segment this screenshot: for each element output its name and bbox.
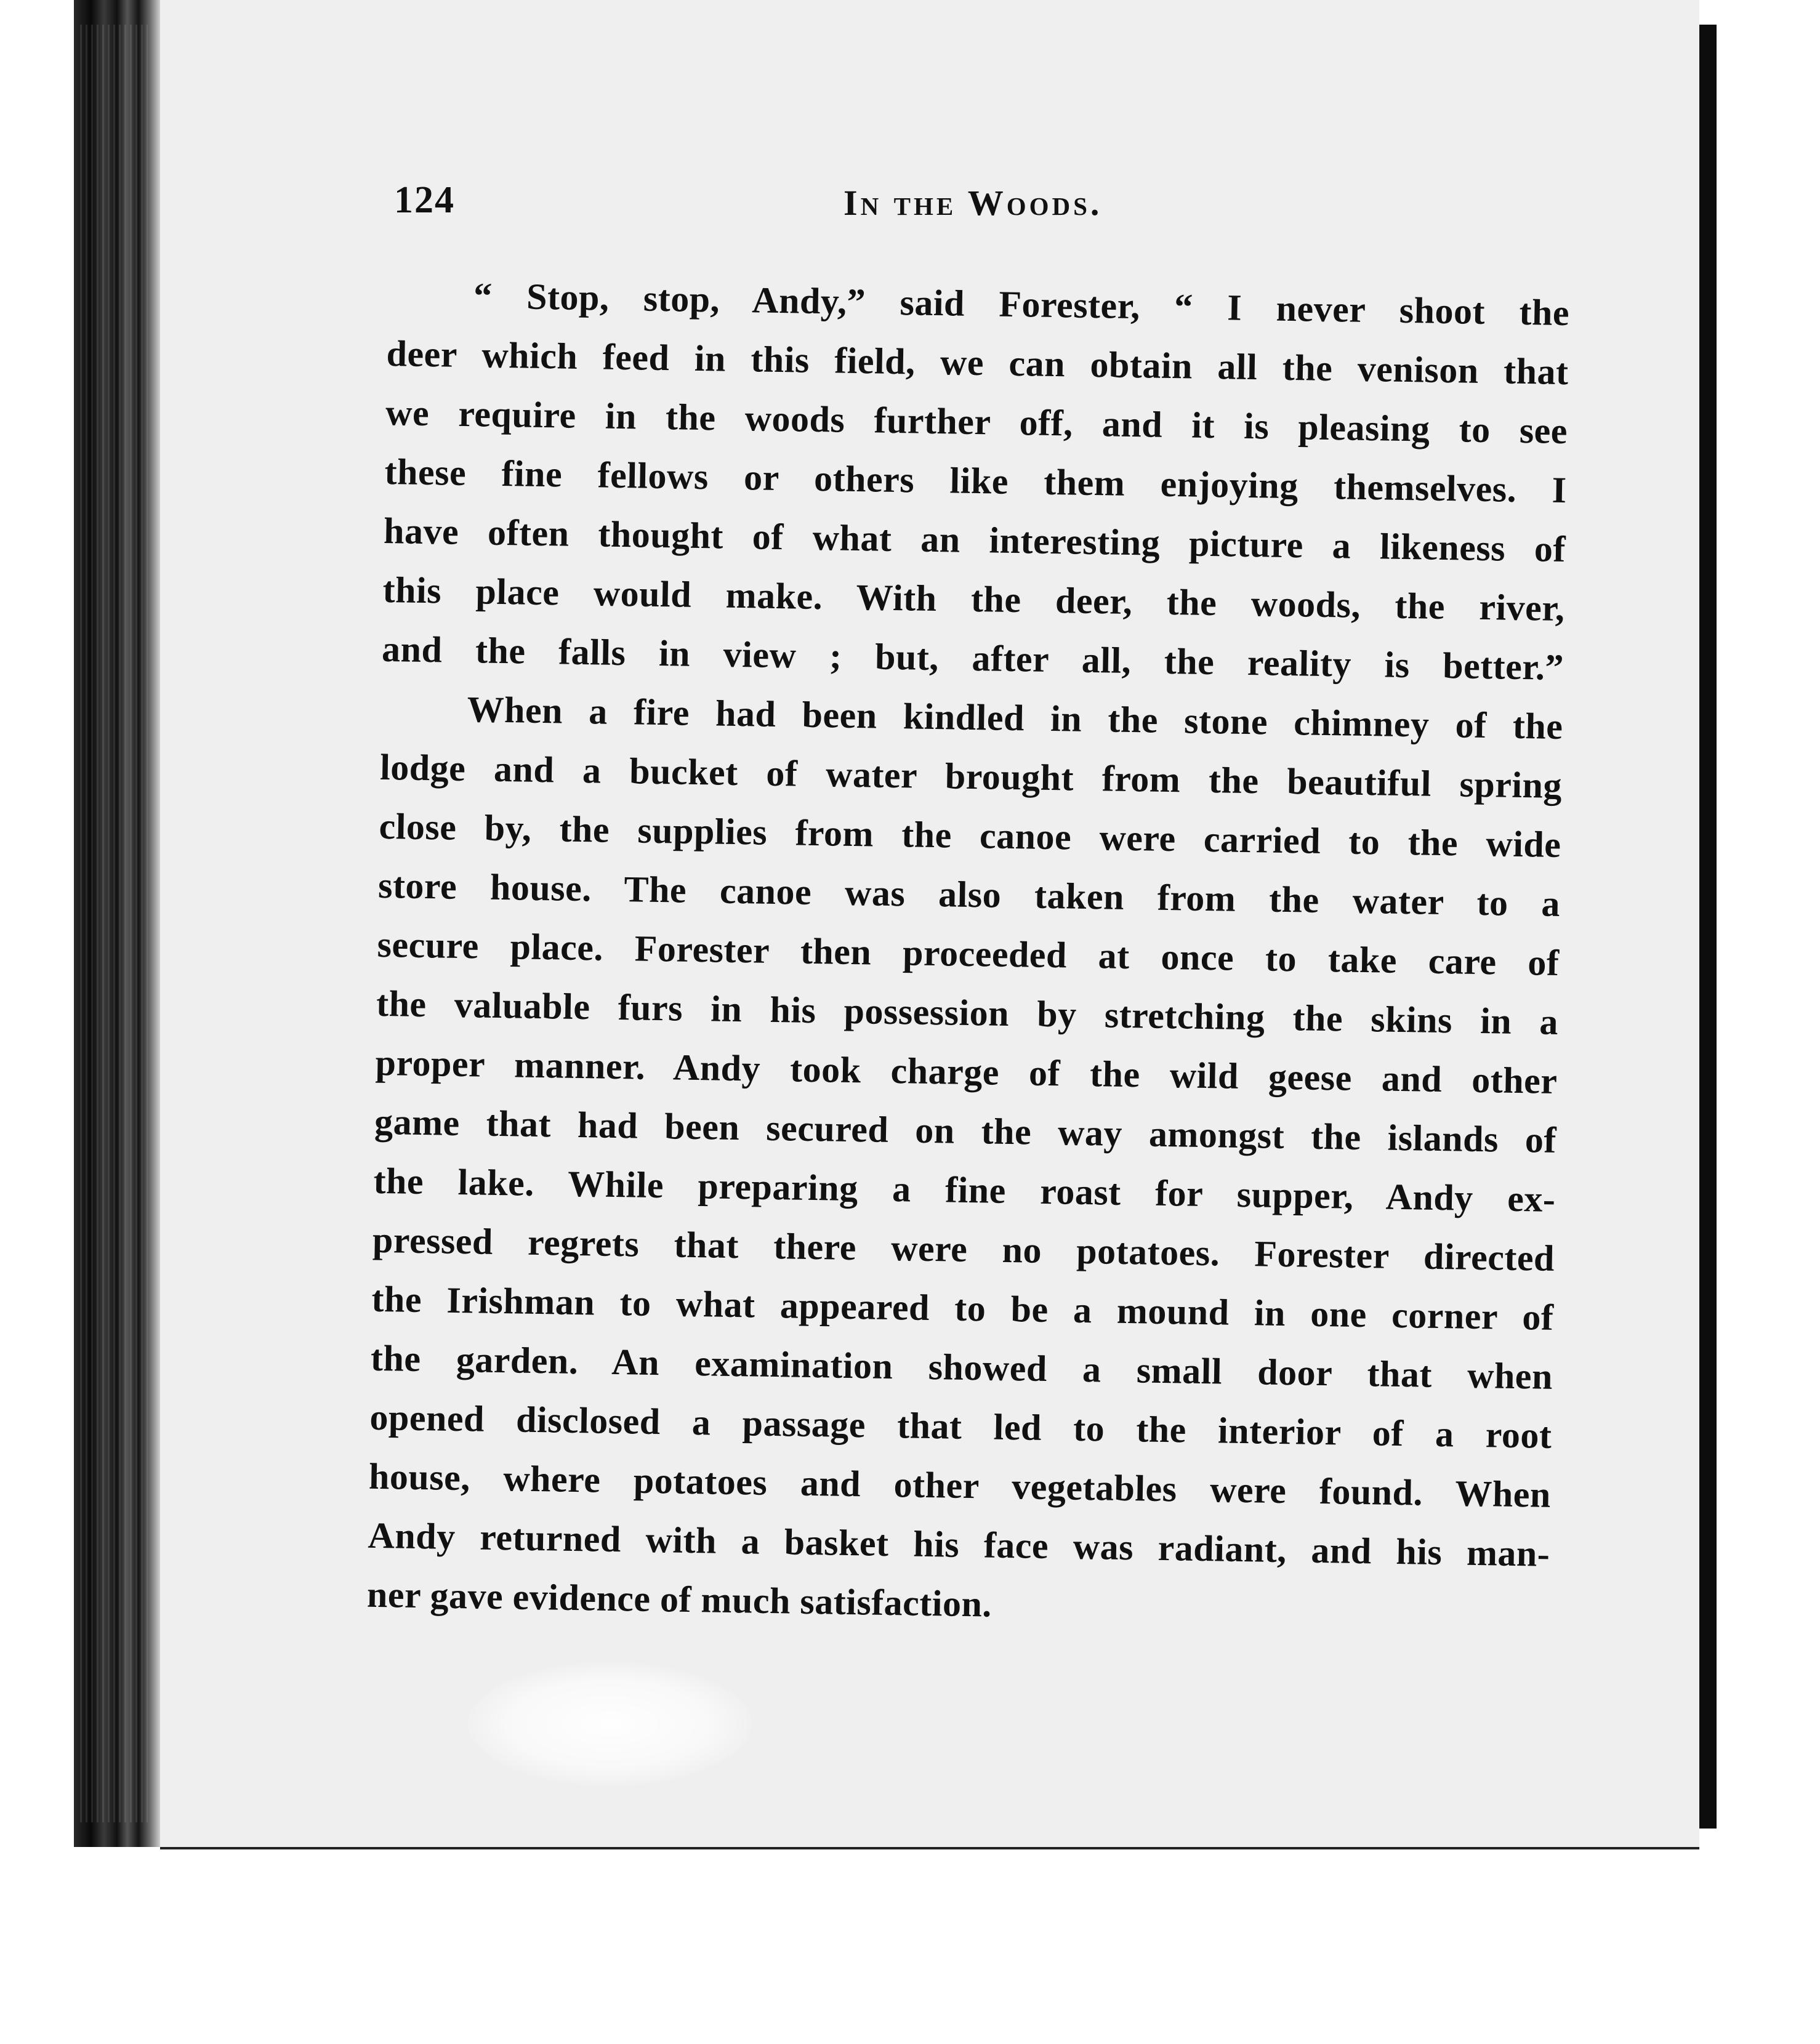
paragraph-2 (366, 678, 1563, 1643)
text-line: we require in the woods further off, and it is pleasing to see (385, 392, 1568, 452)
text-line: store house. The canoe was also taken from the water to a (377, 864, 1561, 925)
text-line: When a fire had been kindled in the stone chimney of the (467, 689, 1563, 747)
text-line: Andy returned with a basket his face was radiant, and his man- (368, 1515, 1550, 1574)
text-line: “ Stop, stop, Andy,” said Forester, “ I never shoot the (473, 275, 1570, 334)
text-line: proper manner. Andy took charge of the wild geese and other (375, 1042, 1558, 1101)
text-line: secure place. Forester then proceeded at once to take care of (377, 923, 1560, 984)
body-text (366, 265, 1569, 1643)
running-head-title: In the Woods. (844, 183, 1103, 223)
facing-page-edge (1699, 25, 1717, 1829)
text-line: the lake. While preparing a fine roast for supper, Andy ex- (373, 1160, 1556, 1220)
text-line: house, where potatoes and other vegetables were found. When (368, 1455, 1552, 1515)
text-line: deer which feed in this field, we can obtain all the venison that (386, 332, 1569, 393)
text-line: and the falls in view ; but, after all, the reality is better.” (381, 628, 1564, 688)
paper-stain (468, 1662, 751, 1785)
paragraph-1 (381, 265, 1569, 697)
text-line: the Irishman to what appeared to be a mound in one corner of (371, 1278, 1554, 1338)
text-line: lodge and a bucket of water brought from the beautiful spring (379, 746, 1563, 807)
text-line: these fine fellows or others like them enjoying themselves. I (384, 451, 1568, 511)
text-line: opened disclosed a passage that led to the interior of a root (369, 1396, 1552, 1456)
running-head (394, 179, 1305, 234)
text-line: game that had been secured on the way amongst the islands of (374, 1101, 1557, 1161)
text-line: have often thought of what an interesting picture a likeness of (383, 510, 1566, 570)
page-number: 124 (394, 179, 455, 221)
text-line: the valuable furs in his possession by stretching the skins in a (376, 983, 1559, 1043)
text-line: this place would make. With the deer, the woods, the river, (382, 569, 1565, 629)
text-line: close by, the supplies from the canoe were carried to the wide (379, 805, 1561, 866)
text-line: pressed regrets that there were no potatoes. Forester directed (372, 1219, 1555, 1279)
text-line: the garden. An examination showed a small door that when (370, 1337, 1553, 1397)
text-line: ner gave evidence of much satisfaction. (366, 1574, 993, 1625)
page-edge-texture (80, 25, 148, 1822)
